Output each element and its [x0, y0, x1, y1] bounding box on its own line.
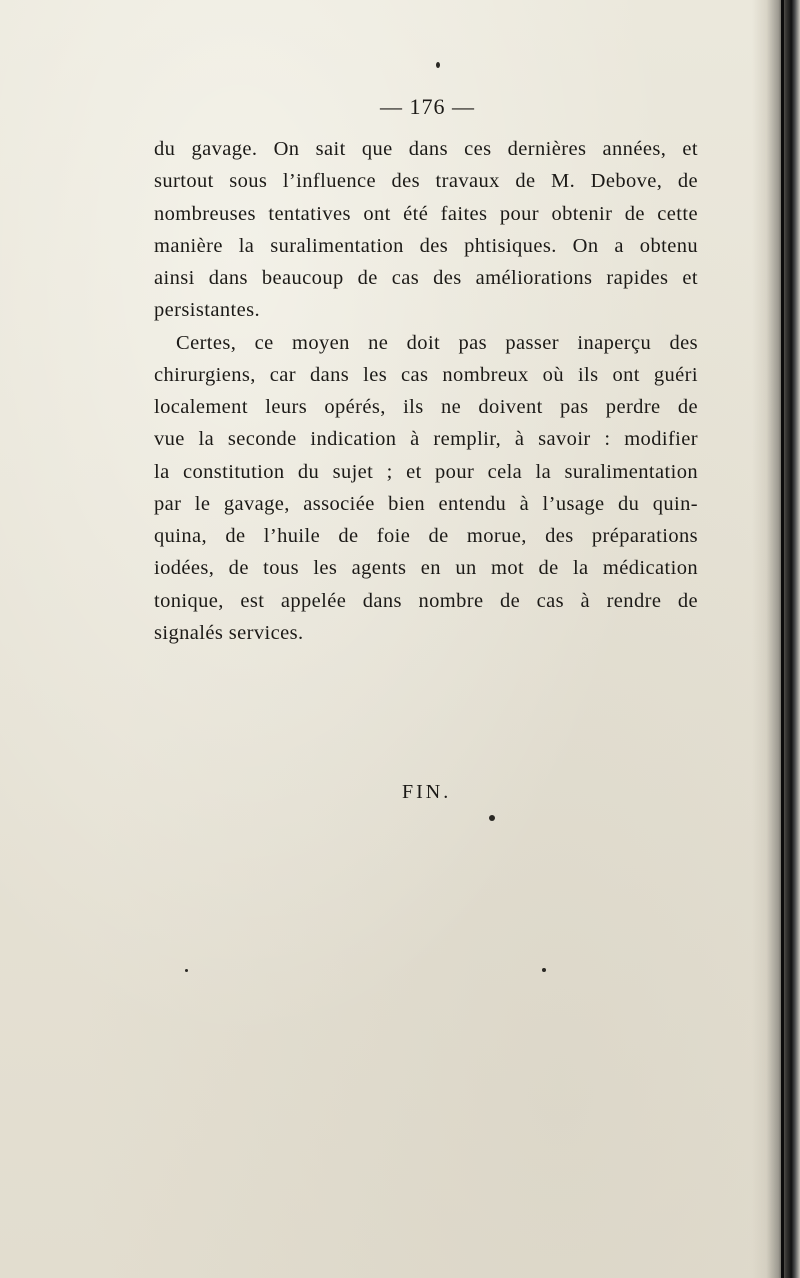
ink-speck [542, 968, 546, 972]
text-line: tonique, est appelée dans nombre de cas à rendre de [154, 589, 698, 612]
text-line: localement leurs opérés, ils ne doivent pas perdre de [154, 396, 698, 418]
binding-shadow [752, 0, 800, 1278]
text-line: manière la suralimentation des phtisiques. On a obtenu [154, 234, 698, 257]
ink-speck [436, 62, 440, 68]
text-line: quina, de l’huile de foie de morue, des préparations [154, 525, 698, 547]
text-line: signalés services. [154, 621, 304, 644]
text-line: chirurgiens, car dans les cas nombreux où ils ont guéri [154, 363, 698, 386]
binding-edge [781, 0, 784, 1278]
body-text [154, 133, 698, 649]
text-line: vue la seconde indication à remplir, à savoir : modifier [154, 428, 698, 451]
text-line: iodées, de tous les agents en un mot de la médication [154, 557, 698, 580]
ink-speck [489, 815, 495, 821]
text-line: surtout sous l’influence des travaux de M. Debove, de [154, 170, 698, 193]
text-line: la constitution du sujet ; et pour cela la suralimentation [154, 460, 698, 483]
text-line: du gavage. On sait que dans ces dernières années, et [154, 138, 698, 160]
page-number: — 176 — [380, 94, 475, 119]
text-line: nombreuses tentatives ont été faites pour obtenir de cette [154, 202, 698, 225]
text-line: par le gavage, associée bien entendu à l’usage du quin- [154, 492, 698, 515]
text-line: ainsi dans beaucoup de cas des améliorations rapides et [154, 267, 698, 289]
end-mark: FIN. [402, 781, 452, 803]
text-line: persistantes. [154, 299, 260, 322]
ink-speck [185, 969, 188, 972]
paragraph-start-line: Certes, ce moyen ne doit pas passer inaperçu des [176, 331, 698, 354]
